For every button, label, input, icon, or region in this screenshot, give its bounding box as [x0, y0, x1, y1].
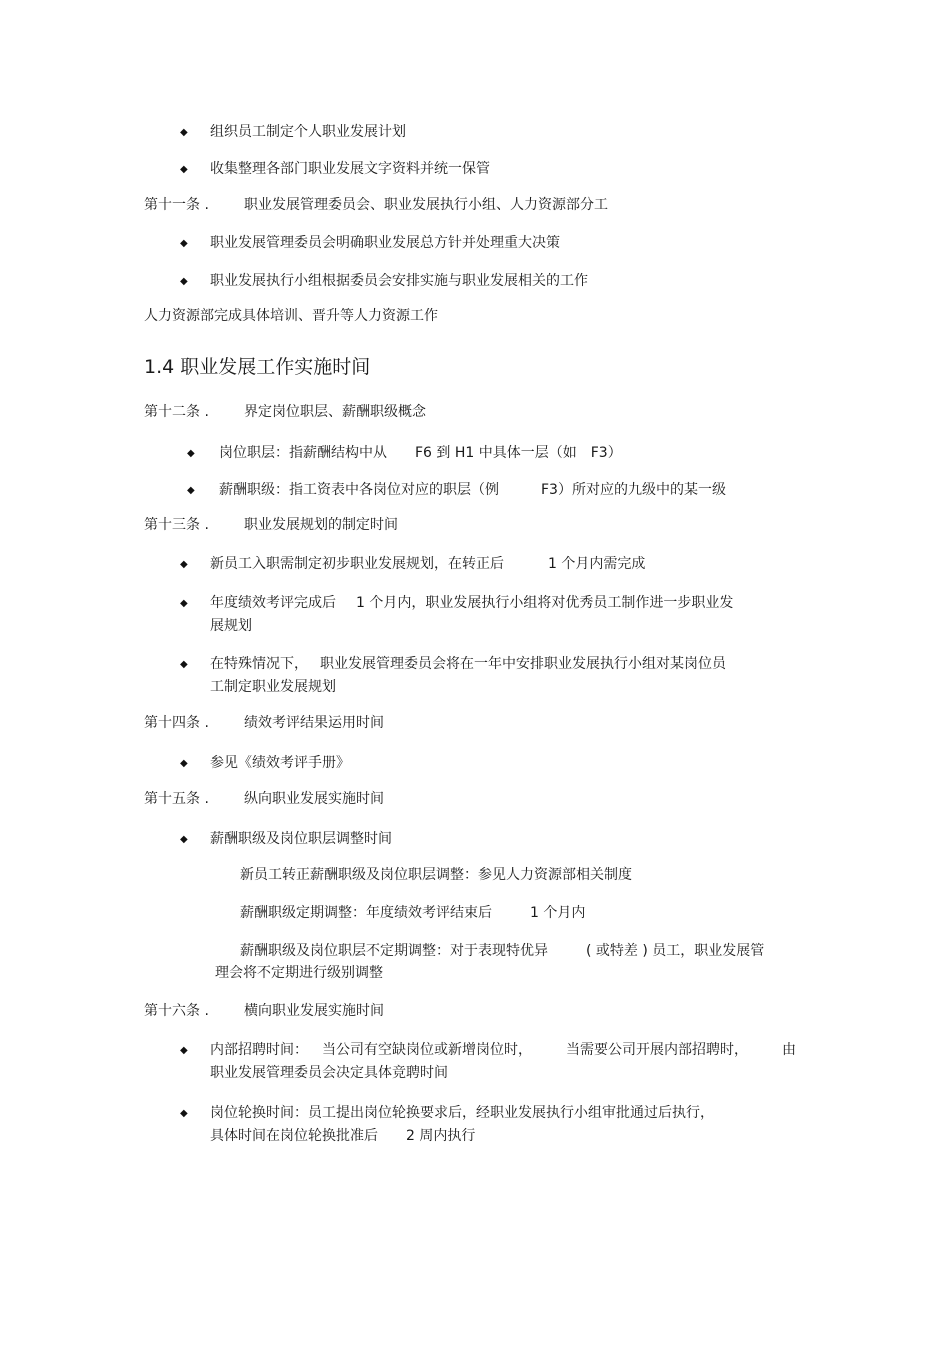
list-item	[210, 553, 645, 575]
list-item-part: 由	[782, 1042, 796, 1058]
list-item-part: 1 个月内需完成	[548, 556, 646, 572]
article-number: 第十二条 .	[144, 404, 209, 420]
list-item	[210, 653, 726, 675]
list-item-part: 在特殊情况下，	[210, 656, 308, 672]
bullet-icon: ◆	[187, 448, 195, 459]
list-item-part: 岗位职层：指薪酬结构中从	[219, 445, 387, 461]
list-item-part: 1 个月内，职业发展执行小组将对优秀员工制作进一步职业发	[356, 595, 734, 611]
list-item	[210, 592, 733, 614]
sub-item-part: ( 或特差 ) 员工，职业发展管	[586, 943, 765, 959]
list-item-part: F6 到 H1 中具体一层（如	[415, 445, 577, 461]
list-item-part: F3）所对应的九级中的某一级	[541, 482, 726, 498]
list-item: 职业发展管理委员会明确职业发展总方针并处理重大决策	[210, 235, 560, 251]
article-number: 第十一条 .	[144, 197, 209, 213]
sub-item: 新员工转正薪酬职级及岗位职层调整：参见人力资源部相关制度	[240, 867, 632, 883]
bullet-icon: ◆	[180, 659, 188, 670]
article-title: 横向职业发展实施时间	[244, 1003, 384, 1019]
list-item-continuation: 职业发展管理委员会决定具体竞聘时间	[210, 1065, 448, 1081]
article-title: 职业发展规划的制定时间	[244, 517, 398, 533]
sub-item-part: 1 个月内	[530, 905, 586, 921]
bullet-icon: ◆	[180, 1108, 188, 1119]
list-item-part: 职业发展管理委员会将在一年中安排职业发展执行小组对某岗位员	[320, 656, 726, 672]
list-item-part: 当公司有空缺岗位或新增岗位时，	[322, 1042, 532, 1058]
sub-item-part: 薪酬职级及岗位职层不定期调整：对于表现特优异	[240, 943, 548, 959]
list-item-part: 薪酬职级：指工资表中各岗位对应的职层（例	[219, 482, 499, 498]
list-item	[219, 479, 726, 501]
article-number: 第十六条 .	[144, 1003, 209, 1019]
article-title: 纵向职业发展实施时间	[244, 791, 384, 807]
bullet-icon: ◆	[180, 276, 188, 287]
list-item	[210, 1039, 796, 1061]
bullet-icon: ◆	[180, 127, 188, 138]
sub-item	[240, 940, 764, 962]
list-item: 参见《绩效考评手册》	[210, 755, 350, 771]
article-number: 第十五条 .	[144, 791, 209, 807]
list-item-continuation	[210, 1125, 475, 1147]
section-heading: 1.4 职业发展工作实施时间	[144, 356, 371, 378]
article-number: 第十四条 .	[144, 715, 209, 731]
list-item: 组织员工制定个人职业发展计划	[210, 124, 406, 140]
bullet-icon: ◆	[180, 758, 188, 769]
list-item: 收集整理各部门职业发展文字资料并统一保管	[210, 161, 490, 177]
article-title: 界定岗位职层、薪酬职级概念	[244, 404, 426, 420]
list-item-continuation: 工制定职业发展规划	[210, 679, 336, 695]
bullet-icon: ◆	[180, 238, 188, 249]
paragraph: 人力资源部完成具体培训、晋升等人力资源工作	[144, 308, 438, 324]
list-item-part: 当需要公司开展内部招聘时，	[566, 1042, 748, 1058]
list-item-part: 具体时间在岗位轮换批准后	[210, 1128, 378, 1144]
list-item: 职业发展执行小组根据委员会安排实施与职业发展相关的工作	[210, 273, 588, 289]
bullet-icon: ◆	[180, 834, 188, 845]
bullet-icon: ◆	[180, 164, 188, 175]
bullet-icon: ◆	[187, 485, 195, 496]
list-item-part: 内部招聘时间：	[210, 1042, 308, 1058]
list-item-part: 年度绩效考评完成后	[210, 595, 336, 611]
sub-item	[240, 902, 585, 924]
bullet-icon: ◆	[180, 559, 188, 570]
list-item-part: 新员工入职需制定初步职业发展规划，在转正后	[210, 556, 504, 572]
list-item-part: F3）	[590, 445, 622, 461]
bullet-icon: ◆	[180, 598, 188, 609]
article-title: 职业发展管理委员会、职业发展执行小组、人力资源部分工	[244, 197, 608, 213]
list-item-part: 2 周内执行	[406, 1128, 476, 1144]
article-title: 绩效考评结果运用时间	[244, 715, 384, 731]
bullet-icon: ◆	[180, 1045, 188, 1056]
article-number: 第十三条 .	[144, 517, 209, 533]
list-item: 薪酬职级及岗位职层调整时间	[210, 831, 392, 847]
list-item	[219, 442, 622, 464]
list-item-continuation: 展规划	[210, 618, 252, 634]
sub-item-continuation: 理会将不定期进行级别调整	[215, 965, 383, 981]
list-item: 岗位轮换时间：员工提出岗位轮换要求后，经职业发展执行小组审批通过后执行，	[210, 1105, 714, 1121]
sub-item-part: 薪酬职级定期调整：年度绩效考评结束后	[240, 905, 492, 921]
